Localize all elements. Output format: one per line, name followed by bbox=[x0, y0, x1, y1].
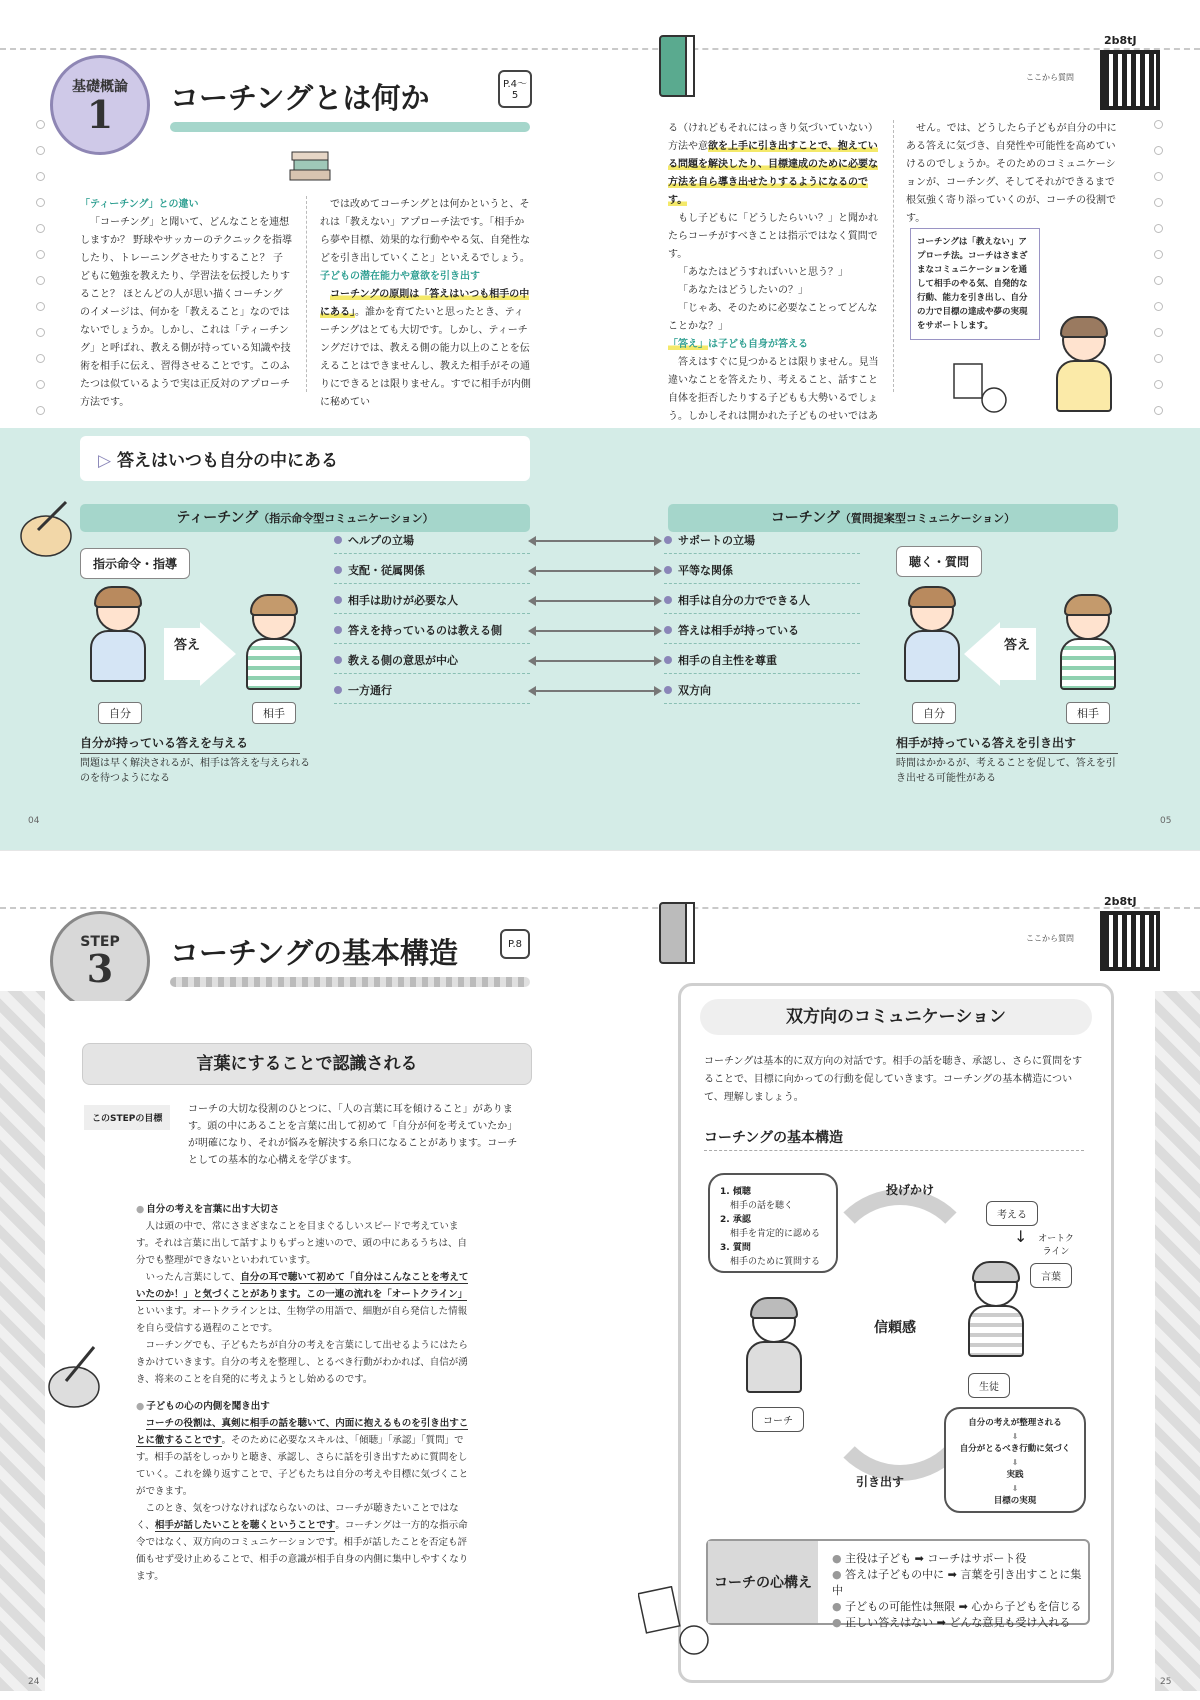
teaching-sub-label: （指示命令型コミュニケーション） bbox=[258, 512, 434, 525]
words-tag: 言葉 bbox=[1030, 1263, 1072, 1288]
coaching-caption-text: 時間はかかるが、考えることを促して、答えを引き出せる可能性がある bbox=[896, 758, 1116, 784]
teaching-trait-text: 答えを持っているのは教える側 bbox=[348, 624, 502, 637]
section-heading-teaching: 「ティーチング」との違い bbox=[80, 199, 199, 210]
body-paragraph: もし子どもに「どうしたらいい？」と聞かれたらコーチがすべきことは指示ではなく質問です。 bbox=[668, 213, 878, 260]
teaching-caption-text: 問題は早く解決されるが、相手は答えを与えられるのを待つようになる bbox=[80, 758, 310, 784]
teaching-header-bar bbox=[80, 504, 530, 532]
partner-label: 相手 bbox=[1066, 702, 1110, 724]
stacked-books-icon bbox=[288, 148, 334, 186]
answer-label: 答え bbox=[1004, 638, 1031, 653]
coaching-trait-text: 相手は自分の力でできる人 bbox=[678, 594, 810, 607]
qr-code-id: 2b8tJ bbox=[1104, 895, 1137, 908]
coaching-trait-text: 双方向 bbox=[678, 684, 711, 697]
bullet-dot bbox=[334, 536, 342, 544]
spread-coaching-structure bbox=[0, 850, 1200, 1700]
double-arrow-icon bbox=[530, 570, 660, 572]
right-intro bbox=[704, 1053, 1084, 1107]
right-title: 双方向のコミュニケーション bbox=[700, 999, 1092, 1035]
page-number-left: 24 bbox=[28, 1677, 40, 1687]
coaching-trait bbox=[664, 652, 860, 674]
underlined-text: 相手が話したいことを聴くということです bbox=[154, 1520, 336, 1531]
skill-heading: 3. 質問 bbox=[720, 1243, 751, 1253]
flow-step: 自分の考えが整理される bbox=[968, 1418, 1062, 1428]
body-paragraph: では改めてコーチングとは何かというと、それは「教えない」アプローチ法です。「相手から夢や目標、効果的な行動ややる気、自発性などを引き出していくこと」といえるでしょう。 bbox=[320, 199, 530, 264]
bullet-dot bbox=[664, 686, 672, 694]
bullet-dot bbox=[334, 566, 342, 574]
student-illustration bbox=[966, 1263, 1026, 1363]
partner-illustration bbox=[244, 596, 304, 696]
answer-arrow-left bbox=[964, 622, 1000, 686]
column-divider bbox=[893, 120, 894, 392]
coach-label: コーチ bbox=[752, 1407, 804, 1432]
coaching-trait-text: 相手の自主性を尊重 bbox=[678, 654, 777, 667]
mindset-item: ● 正しい答えはない ➡ どんな意見も受け入れる bbox=[832, 1615, 1082, 1631]
question-example: 「あなたはどうしたいの？」 bbox=[678, 285, 808, 296]
down-arrow-icon: ↓ bbox=[1014, 1227, 1028, 1246]
skill-text: 相手を肯定的に認める bbox=[730, 1229, 821, 1239]
body-text: このとき、気をつけなければならないのは、コーチが聴きたいことではなく、 bbox=[136, 1503, 459, 1531]
badge-top-label: 基礎概論 bbox=[72, 79, 128, 95]
skill-text: 相手の話を聴く bbox=[730, 1201, 794, 1211]
page-ref-badge: P.8 bbox=[500, 929, 530, 959]
draw-out-label: 引き出す bbox=[856, 1475, 905, 1489]
mindset-list bbox=[832, 1551, 1082, 1631]
body-paragraph: 「コーチング」と聞いて、どんなことを連想しますか？ 野球やサッカーのテクニックを指導したり、トレーニングさせたりすること？ 子どもに勉強を教えたり、学習法を伝授したりすること？ ほとんどの人が思い描くコーチングのイメージは、何かを「教えること」なのではないでしょうか。しかし、これは「ティーチング」と呼ばれ、教える側が持っている知識や技術を相手に伝え、習得させることです。このふたつは似ているようで実は正反対のアプローチ方法です。 bbox=[80, 217, 292, 408]
structure-title: コーチングの基本構造 bbox=[704, 1127, 1084, 1151]
teaching-caption-heading: 自分が持っている答えを与える bbox=[80, 734, 300, 754]
teaching-trait bbox=[334, 652, 530, 674]
teacher-illustration bbox=[1054, 318, 1114, 418]
teaching-trait-text: 一方通行 bbox=[348, 684, 392, 697]
note-box bbox=[910, 228, 1040, 340]
down-arrow-icon: ⬇ bbox=[1011, 1458, 1019, 1467]
teaching-trait-text: 支配・従属関係 bbox=[348, 564, 425, 577]
body-text: 。そのために必要なスキルは、「傾聴」「承認」「質問」です。相手の話をしっかりと聴き、承認し、さらに話を引き出すために質問をしていく。これを繰り返すことで、子どもたちは自分の考えや目標に気づくことができます。 bbox=[136, 1435, 469, 1497]
book-icon bbox=[656, 30, 700, 100]
down-arrow-icon: ⬇ bbox=[1011, 1484, 1019, 1493]
chapter-badge bbox=[50, 55, 150, 155]
self-label: 自分 bbox=[912, 702, 956, 724]
skills-list bbox=[720, 1185, 826, 1269]
student-label: 生徒 bbox=[968, 1373, 1010, 1398]
title-underline bbox=[170, 122, 530, 132]
qr-question-label: ここから質問 bbox=[1026, 934, 1074, 943]
page-number-right: 25 bbox=[1160, 1677, 1172, 1687]
coaching-trait bbox=[664, 682, 860, 704]
double-arrow-icon bbox=[530, 690, 660, 692]
coaching-label: コーチング bbox=[770, 510, 840, 526]
coaching-trait-text: 平等な関係 bbox=[678, 564, 733, 577]
section-title: 言葉にすることで認識される bbox=[82, 1043, 532, 1085]
page-ref-badge: P.4〜5 bbox=[498, 70, 532, 108]
mindset-box bbox=[706, 1539, 1090, 1629]
section-heading-answer: は子ども自身が答える bbox=[708, 339, 808, 350]
partner-illustration bbox=[1058, 596, 1118, 696]
step-goal-text bbox=[188, 1101, 518, 1169]
skill-heading: 2. 承認 bbox=[720, 1215, 751, 1225]
bullet-dot bbox=[334, 686, 342, 694]
palette-icon bbox=[46, 1341, 104, 1411]
column-divider bbox=[306, 196, 307, 392]
body-paragraph: コーチングでも、子どもたちが自分の考えを言葉にして出せるようにはたらきかけていきます。自分の考えを整理し、とるべき行動がわかれば、自信が湧き、将来のことを自発的に考えようとし始めるのです。 bbox=[136, 1340, 468, 1385]
teaching-trait-text: ヘルプの立場 bbox=[348, 534, 414, 547]
double-arrow-icon bbox=[530, 660, 660, 662]
skill-text: 相手のために質問する bbox=[730, 1257, 821, 1267]
teaching-trait-text: 教える側の意思が中心 bbox=[348, 654, 458, 667]
header-dash-line bbox=[0, 48, 1200, 50]
answer-arrow-right bbox=[200, 622, 236, 686]
triangle-icon: ▷ bbox=[98, 451, 117, 471]
coaching-trait bbox=[664, 592, 860, 614]
double-arrow-icon bbox=[530, 630, 660, 632]
heading-express-thoughts: ● 自分の考えを言葉に出す大切さ bbox=[136, 1201, 476, 1218]
teaching-trait bbox=[334, 562, 530, 584]
coaching-caption-heading: 相手が持っている答えを引き出す bbox=[896, 734, 1118, 754]
throw-label: 投げかけ bbox=[886, 1183, 935, 1197]
mindset-title bbox=[708, 1541, 818, 1623]
underlined-text: コーチの役割は、真剣に相手の話を聴いて、内面に抱えるものを引き出すことに徹することです bbox=[136, 1418, 469, 1446]
coaching-header-bar bbox=[668, 504, 1118, 532]
mindset-item: ● 主役は子ども ➡ コーチはサポート役 bbox=[832, 1551, 1082, 1567]
down-arrow-icon: ⬇ bbox=[1011, 1432, 1019, 1441]
mindset-item: ● 答えは子どもの中に ➡ 言葉を引き出すことに集中 bbox=[832, 1567, 1082, 1599]
body-text: といいます。オートクラインとは、生物学の用語で、細胞が自ら発信した情報を自ら受信する過程のことです。 bbox=[136, 1306, 468, 1334]
trust-label: 信頼感 bbox=[874, 1320, 916, 1336]
partner-label: 相手 bbox=[252, 702, 296, 724]
body-paragraph: せん。では、どうしたら子どもが自分の中にある答えに気づき、自発性や可能性を高めていけるのでしょうか。そのためのコミュニケーションが、コーチング、そしてそれができるまで根気強く寄り添っていくのが、コーチの役割です。 bbox=[906, 123, 1117, 224]
qr-question-label: ここから質問 bbox=[1026, 73, 1074, 82]
underlined-text: 自分の耳で聴いて初めて「自分はこんなことを考えていたのか！」と気づくことがあります。この一連の流れを「オートクライン」 bbox=[136, 1272, 469, 1300]
panel-title-text: 答えはいつも自分の中にある bbox=[117, 451, 338, 471]
bullet-dot bbox=[664, 626, 672, 634]
badge-number: 1 bbox=[86, 92, 114, 137]
double-arrow-icon bbox=[530, 540, 660, 542]
question-example: 「あなたはどうすればいいと思う？」 bbox=[678, 267, 848, 278]
mindset-item: ● 子どもの可能性は無限 ➡ 心から子どもを信じる bbox=[832, 1599, 1082, 1615]
body-column-3 bbox=[668, 120, 880, 444]
coaching-sub-label: （質問提案型コミュニケーション） bbox=[839, 512, 1016, 525]
bullet-dot bbox=[664, 566, 672, 574]
flow-step: 目標の実現 bbox=[993, 1496, 1037, 1506]
body-text: 。コーチングは一方的な指示命令ではなく、双方向のコミュニケーションです。相手が話したことを否定も評価もせず受け止めることで、相手の意識が相手自身の内側に集中しやすくなります。 bbox=[136, 1520, 469, 1582]
panel-title bbox=[80, 436, 530, 481]
coaching-trait bbox=[664, 622, 860, 644]
body-column-2 bbox=[320, 196, 532, 412]
self-illustration bbox=[88, 588, 148, 688]
flow-bubble bbox=[944, 1407, 1086, 1513]
step-goal-label: このSTEPの目標 bbox=[84, 1105, 170, 1130]
palette-icon bbox=[18, 498, 76, 560]
page-number-right: 05 bbox=[1160, 816, 1172, 826]
qr-code-id: 2b8tJ bbox=[1104, 34, 1137, 47]
body-paragraph: 人は頭の中で、常にさまざまなことを目まぐるしいスピードで考えています。それは言葉に出して話すよりもずっと速いので、頭の中にあるうちは、自分でも整理ができないといわれています。 bbox=[136, 1221, 467, 1266]
teaching-trait-text: 相手は助けが必要な人 bbox=[348, 594, 458, 607]
think-tag: 考える bbox=[986, 1201, 1038, 1226]
self-label: 自分 bbox=[98, 702, 142, 724]
coaching-trait bbox=[664, 562, 860, 584]
heading-answer-prefix: 「答え」 bbox=[668, 339, 708, 350]
badge-number: 3 bbox=[86, 946, 114, 991]
step-badge bbox=[50, 911, 150, 1011]
flow-step: 自分がとるべき行動に気づく bbox=[959, 1444, 1071, 1454]
body-column-4 bbox=[906, 120, 1122, 228]
intro-text: コーチングは基本的に双方向の対話です。相手の話を聴き、承認し、さらに質問をすることで、目標に向かっての行動を促していきます。コーチングの基本構造について、理解しましょう。 bbox=[704, 1056, 1083, 1103]
page-title: コーチングの基本構造 bbox=[170, 936, 458, 970]
notebook-globe-icon bbox=[638, 1586, 718, 1666]
teaching-trait bbox=[334, 592, 530, 614]
highlight-principle: コーチングの原則は「答えはいつも相手の中にある」 bbox=[320, 289, 530, 318]
highlight-drawing-out: 欲を上手に引き出すことで、抱えている問題を解決したり、目標達成のために必要な方法を自ら導き出せたりするようになるのです。 bbox=[668, 141, 878, 206]
coaching-trait bbox=[664, 532, 860, 554]
body-column-1 bbox=[80, 196, 292, 412]
bullet-dot bbox=[664, 656, 672, 664]
notebook-globe-icon bbox=[950, 360, 1010, 420]
coach-illustration bbox=[744, 1299, 804, 1399]
listen-question-tag: 聴く・質問 bbox=[896, 546, 982, 577]
autocrine-label: オートクライン bbox=[1038, 1234, 1074, 1257]
coaching-trait-text: 答えは相手が持っている bbox=[678, 624, 799, 637]
body-text: 。誰かを育てたいと思ったとき、ティーチングはとても大切です。しかし、ティーチングだけでは、教える側の能力以上のことを伝えることはできませんし、教えた相手がその通りにできるとは限りません。すでに相手が内側に秘めてい bbox=[320, 307, 531, 408]
teaching-trait bbox=[334, 682, 530, 704]
bullet-dot bbox=[664, 536, 672, 544]
qr-code[interactable] bbox=[1100, 50, 1160, 110]
heading-draw-out: ● 子どもの心の内側を聞き出す bbox=[136, 1398, 476, 1415]
goal-text: コーチの大切な役割のひとつに、「人の言葉に耳を傾けること」があります。頭の中にあることを言葉に出して初めて「自分が何を考えていたか」が明確になり、それが悩みを解決する糸口になることがあります。コーチとしての基本的な心構えを学びます。 bbox=[188, 1104, 518, 1166]
badge-top-label: STEP bbox=[80, 934, 120, 950]
section-heading-potential: 子どもの潜在能力や意欲を引き出す bbox=[320, 271, 480, 282]
flow-step: 実践 bbox=[1006, 1470, 1024, 1480]
body-text: いったん言葉にして、 bbox=[145, 1272, 241, 1283]
qr-code[interactable] bbox=[1100, 911, 1160, 971]
title-underline bbox=[170, 977, 530, 987]
instruction-tag: 指示命令・指導 bbox=[80, 548, 190, 579]
flow-list bbox=[950, 1417, 1080, 1508]
bullet-dot bbox=[334, 626, 342, 634]
coaching-trait-text: サポートの立場 bbox=[678, 534, 755, 547]
body-section-1 bbox=[136, 1201, 476, 1585]
double-arrow-icon bbox=[530, 600, 660, 602]
pattern-side-right bbox=[1155, 991, 1200, 1691]
note-text: コーチングは「教えない」アプローチ法。コーチはさまざまなコミュニケーションを通して相手のやる気、自発的な行動、能力を引き出し、自分の力で目標の達成や夢の実現をサポートします。 bbox=[917, 237, 1028, 331]
comparison-panel bbox=[0, 428, 1200, 850]
book-icon bbox=[656, 897, 700, 967]
header-dash-line bbox=[0, 907, 1200, 909]
question-example: 「じゃあ、そのために必要なことってどんなことかな？」 bbox=[668, 303, 878, 332]
teaching-trait bbox=[334, 532, 530, 554]
teaching-trait bbox=[334, 622, 530, 644]
self-illustration bbox=[902, 588, 962, 688]
bullet-dot bbox=[664, 596, 672, 604]
skill-heading: 1. 傾聴 bbox=[720, 1187, 751, 1197]
pattern-side-left bbox=[0, 991, 45, 1691]
page-number-left: 04 bbox=[28, 816, 40, 826]
body-text: る（けれどもそれにはっきり気づいていない）方法や意 bbox=[668, 123, 878, 152]
answer-label: 答え bbox=[174, 638, 201, 653]
mindset-title-text: コーチの心構え bbox=[714, 1575, 812, 1591]
skills-bubble bbox=[708, 1173, 838, 1273]
teaching-label: ティーチング bbox=[176, 510, 259, 526]
body-paragraph: 答えはすぐに見つかるとは限りません。見当違いなことを答えたり、考えること、話すこと自体を拒否したりする子どもも大勢いるでしょう。しかしそれは開かれた子どものせいではあ bbox=[668, 357, 879, 422]
bullet-dot bbox=[334, 656, 342, 664]
bullet-dot bbox=[334, 596, 342, 604]
page-title: コーチングとは何か bbox=[170, 81, 430, 115]
